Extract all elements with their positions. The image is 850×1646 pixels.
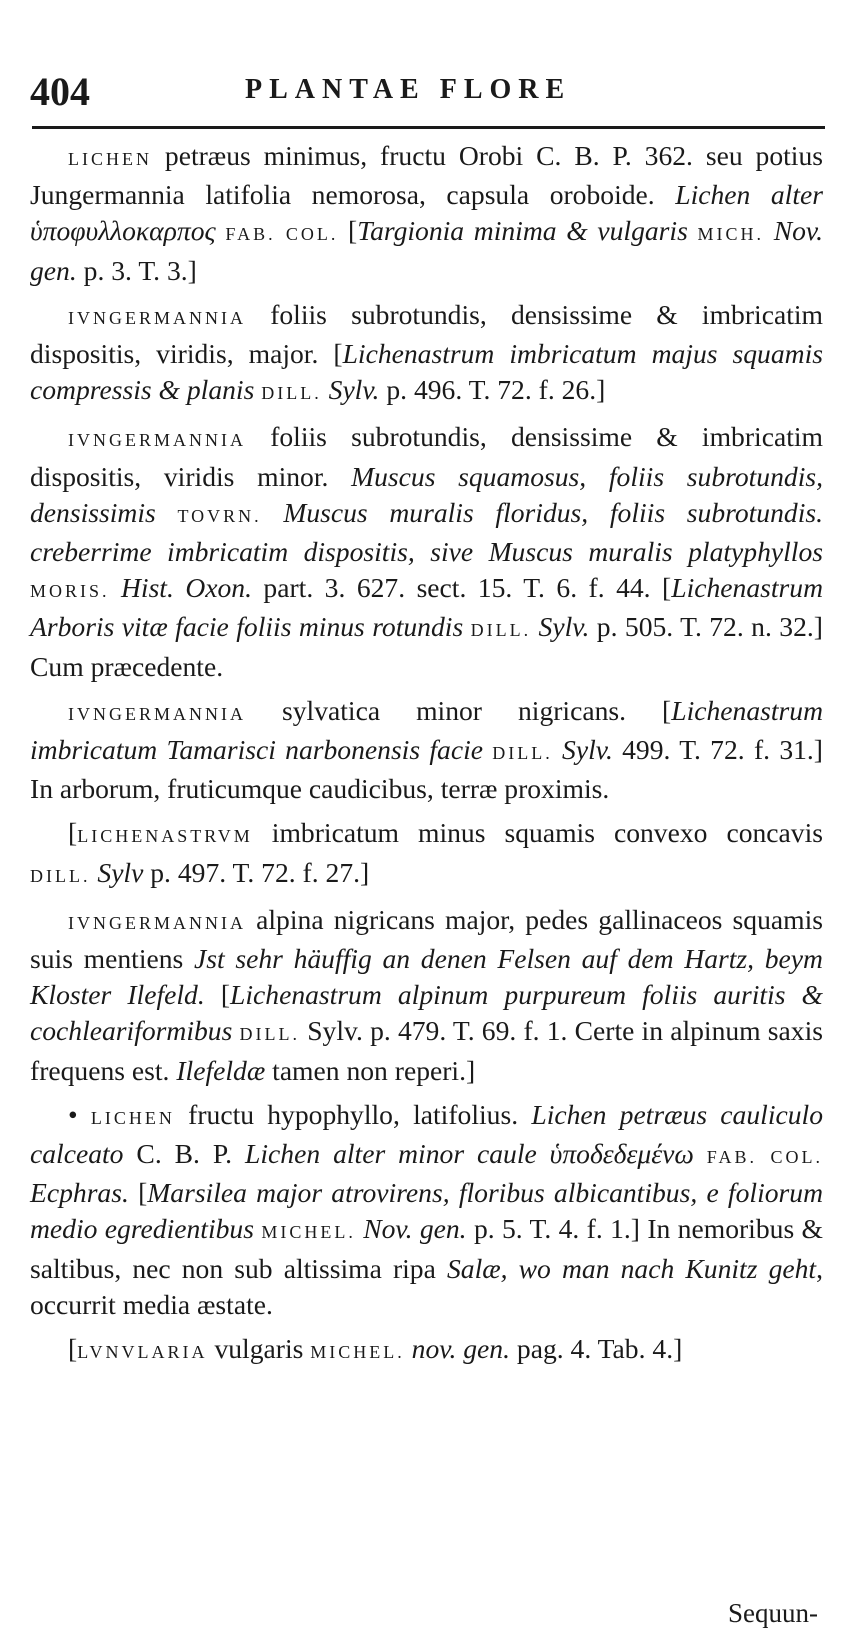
italic-text: Muscus muralis floridus, foliis subrotundis. creberrime imbricatim dispositis, sive Muscus muralis platyphyllos (30, 496, 823, 568)
text-run (156, 497, 178, 528)
small-caps-text: MICHEL. (310, 1342, 405, 1363)
text-run (553, 734, 562, 765)
text-run: Sylv. p. 479. T. 69. f. 1. Certe in alpinum saxis frequens est. (30, 1015, 823, 1086)
text-run: p. 505. T. 72. n. 32.] Cum præcedente. (30, 611, 823, 682)
text-run: [ (68, 1333, 78, 1365)
text-run: [ (68, 817, 78, 849)
text-run (405, 1333, 412, 1364)
small-caps-text: DILL. (30, 865, 91, 886)
italic-text: Lichenastrum imbricatum Tamarisci narbonensis facie (30, 694, 823, 766)
catchword: Sequun- (728, 1598, 818, 1628)
text-run: , occurrit media æstate. (30, 1252, 823, 1320)
small-caps-text: LVNVLARIA (77, 1342, 208, 1363)
small-caps-text: DILL. (470, 620, 532, 641)
small-caps-text: DILL. (261, 383, 322, 404)
entry-paragraph (30, 1097, 823, 1323)
small-caps-text: DILL. (492, 743, 553, 764)
page-header (30, 68, 820, 128)
entry-paragraph (30, 1331, 823, 1370)
text-run: part. 3. 627. sect. 15. T. 6. f. 44. [ (251, 572, 672, 604)
small-caps-text: TOVRN. (177, 505, 262, 526)
italic-text: Lichen alter ὑποφυλλοκαρπος (30, 179, 823, 247)
text-run: fructu hypophyllo, latifolius. (174, 1098, 532, 1130)
running-title: PLANTAE FLORE (245, 74, 572, 105)
text-run (764, 215, 774, 246)
italic-text: Lichenastrum Arboris vitæ facie foliis minus rotundis (30, 572, 823, 643)
text-run: p. 497. T. 72. f. 27.] (143, 856, 370, 888)
small-caps-text: IVNGERMANNIA (68, 307, 246, 328)
text-run: p. 496. T. 72. f. 26.] (379, 374, 606, 406)
entry-paragraph (30, 693, 823, 808)
text-run (483, 734, 492, 765)
text-run (262, 497, 284, 528)
small-caps-text: IVNGERMANNIA (68, 430, 246, 451)
text-run: p. 3. T. 3.] (76, 254, 197, 286)
text-run: foliis subrotundis, densissime & imbricatim dispositis, viridis, major. [ (30, 298, 823, 370)
page-number: 404 (30, 69, 90, 114)
italic-text: Marsilea major atrovirens, floribus albicantibus, e foliorum medio egredientibus (30, 1177, 823, 1245)
text-run (463, 611, 470, 642)
italic-text: Ecphras. (30, 1177, 129, 1209)
entry-paragraph (30, 419, 823, 684)
italic-text: Sylv. (328, 374, 380, 406)
entry-paragraph (30, 902, 823, 1089)
italic-text: Sylv (97, 856, 144, 888)
header-rule (32, 126, 825, 129)
italic-text: Hist. Oxon. (120, 572, 252, 604)
italic-text: Nov. gen. (363, 1213, 467, 1245)
text-run: foliis subrotundis, densissime & imbricatim dispositis, viridis minor. (30, 421, 823, 492)
text-run: [ (128, 1177, 148, 1209)
small-caps-text: FAB. COL. (225, 224, 339, 245)
text-body (30, 138, 823, 1370)
text-run (232, 1015, 239, 1046)
entry-paragraph (30, 297, 823, 412)
italic-text: Sylv. (538, 611, 590, 643)
text-run: C. B. P. (123, 1138, 246, 1170)
italic-text: Nov. gen. (30, 215, 824, 286)
text-run (531, 611, 538, 642)
small-caps-text: IVNGERMANNIA (68, 703, 246, 724)
text-run: [ (204, 979, 231, 1011)
text-run: alpina nigricans major, pedes gallinaceos squamis suis mentiens (30, 903, 823, 975)
small-caps-text: MICH. (697, 224, 765, 245)
text-run: petræus minimus, fructu Orobi C. B. P. 362. seu potius Jungermannia latifolia nemorosa, capsula oroboide. (30, 140, 823, 211)
text-run (322, 374, 329, 405)
small-caps-text: FAB. COL. (706, 1147, 824, 1168)
text-run (694, 1138, 707, 1169)
italic-text: Muscus squamosus, foliis subrotundis, densissimis (30, 460, 823, 528)
text-run: • (68, 1098, 91, 1130)
text-run: imbricatum minus squamis convexo concavis (252, 817, 823, 849)
small-caps-text: MORIS. (30, 581, 110, 602)
text-run: pag. 4. Tab. 4.] (510, 1333, 683, 1365)
text-run: [ (338, 215, 358, 247)
text-run: vulgaris (207, 1333, 311, 1365)
text-run: tamen non reperi.] (265, 1054, 476, 1086)
italic-text: Ilefeldæ (176, 1054, 266, 1086)
small-caps-text: IVNGERMANNIA (68, 912, 246, 933)
text-run (216, 215, 226, 246)
text-run (110, 572, 121, 603)
entry-paragraph (30, 815, 823, 893)
italic-text: Jst sehr häuffig an denen Felsen auf dem Hartz, beym Kloster Ilefeld. (30, 943, 823, 1011)
text-run: 499. T. 72. f. 31.] In arborum, fruticumque caudicibus, terræ proximis. (30, 734, 823, 805)
italic-text: Lichen alter minor caule ὑποδεδεμένω (245, 1138, 694, 1170)
small-caps-text: LICHENASTRVM (77, 826, 253, 847)
small-caps-text: LICHEN (90, 1107, 175, 1128)
italic-text: Lichenastrum imbricatum majus squamis compressis & planis (30, 338, 823, 406)
italic-text: nov. gen. (411, 1333, 510, 1365)
entry-paragraph (30, 138, 823, 289)
italic-text: Lichen petræus cauliculo calceato (30, 1098, 823, 1170)
small-caps-text: DILL. (239, 1024, 301, 1045)
italic-text: Sylv. (562, 734, 613, 766)
text-run: p. 5. T. 4. f. 1.] In nemoribus & saltibus, nec non sub altissima ripa (30, 1213, 823, 1284)
text-run (688, 215, 698, 246)
small-caps-text: MICHEL. (261, 1222, 356, 1243)
text-run: sylvatica minor nigricans. [ (246, 694, 672, 726)
italic-text: Salæ, wo man nach Kunitz geht (446, 1252, 817, 1284)
small-caps-text: LICHEN (68, 149, 152, 169)
italic-text: Lichenastrum alpinum purpureum foliis auritis & cochleariformibus (30, 979, 823, 1047)
italic-text: Targionia minima & vulgaris (357, 215, 688, 247)
